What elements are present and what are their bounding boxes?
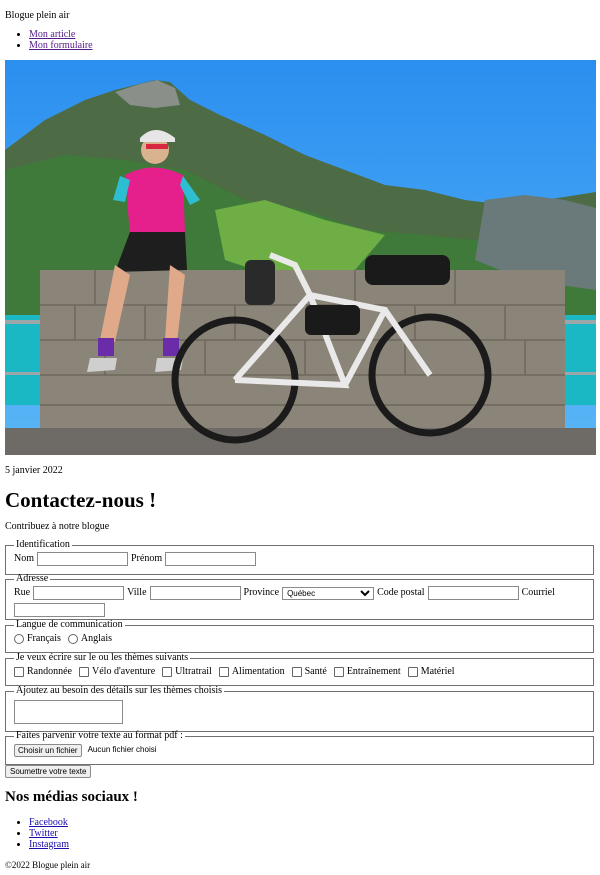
footer-copyright: ©2022 Blogue plein air — [5, 860, 91, 870]
site-title: Blogue plein air — [5, 10, 70, 21]
checkbox-label-materiel: Matériel — [420, 666, 455, 677]
checkbox-label-entrainement: Entraînement — [346, 666, 401, 677]
instagram-link[interactable]: Instagram — [29, 839, 69, 850]
langue-option-anglais[interactable] — [68, 632, 112, 646]
nav-link-mon-formulaire[interactable]: Mon formulaire — [29, 40, 93, 51]
nav-item-article — [29, 29, 93, 40]
courriel-label: Courriel — [521, 587, 555, 598]
legend-themes: Je veux écrire sur le ou les thèmes suivants — [16, 652, 189, 663]
social-item-instagram — [29, 839, 69, 850]
legend-langue: Langue de communication — [16, 619, 123, 630]
checkbox-label-randonnee: Randonnée — [27, 666, 72, 677]
checkbox-label-alimentation: Alimentation — [231, 666, 285, 677]
theme-option-randonnee[interactable] — [14, 665, 72, 679]
prenom-label: Prénom — [131, 553, 163, 564]
theme-option-entrainement[interactable] — [334, 665, 401, 679]
code-postal-field[interactable] — [428, 586, 519, 600]
details-textarea[interactable] — [14, 700, 123, 724]
choose-file-button[interactable]: Choisir un fichier — [14, 744, 82, 757]
ville-label: Ville — [127, 587, 147, 598]
fieldset-adresse — [5, 574, 594, 620]
checkbox-label-ultratrail: Ultratrail — [175, 666, 212, 677]
social-item-facebook — [29, 817, 69, 828]
courriel-field[interactable] — [14, 603, 105, 617]
province-select[interactable] — [282, 587, 374, 600]
radio-francais[interactable] — [14, 634, 24, 644]
file-status: Aucun fichier choisi — [87, 745, 157, 754]
twitter-link[interactable]: Twitter — [29, 828, 58, 839]
legend-identification: Identification — [16, 539, 70, 550]
checkbox-alimentation[interactable] — [219, 667, 229, 677]
checkbox-label-velo: Vélo d'aventure — [92, 666, 156, 677]
checkbox-entrainement[interactable] — [334, 667, 344, 677]
radio-label-anglais: Anglais — [80, 633, 112, 644]
radio-label-francais: Français — [27, 633, 61, 644]
fieldset-identification — [5, 540, 594, 575]
rue-field[interactable] — [33, 586, 124, 600]
main-nav — [5, 29, 93, 51]
submit-button[interactable]: Soumettre votre texte — [5, 765, 91, 778]
checkbox-label-sante: Santé — [304, 666, 327, 677]
theme-option-ultratrail[interactable] — [162, 665, 212, 679]
social-links — [5, 817, 69, 850]
checkbox-velo[interactable] — [79, 667, 89, 677]
theme-option-alimentation[interactable] — [219, 665, 285, 679]
prenom-field[interactable] — [165, 552, 256, 566]
contact-intro: Contribuez à notre blogue — [5, 521, 110, 532]
code-postal-label: Code postal — [377, 587, 425, 598]
article-date: 5 janvier 2022 — [5, 465, 63, 476]
checkbox-randonnee[interactable] — [14, 667, 24, 677]
facebook-link[interactable]: Facebook — [29, 817, 68, 828]
theme-option-materiel[interactable] — [408, 665, 455, 679]
radio-anglais[interactable] — [68, 634, 78, 644]
langue-option-francais[interactable] — [14, 632, 61, 646]
ville-field[interactable] — [150, 586, 241, 600]
fieldset-themes — [5, 653, 594, 686]
legend-adresse: Adresse — [16, 573, 49, 584]
theme-option-sante[interactable] — [292, 665, 327, 679]
legend-fichier: Faites parvenir votre texte au format pdf : — [16, 730, 183, 741]
fieldset-fichier — [5, 731, 594, 765]
nom-field[interactable] — [37, 552, 128, 566]
nav-link-mon-article[interactable]: Mon article — [29, 29, 76, 40]
checkbox-materiel[interactable] — [408, 667, 418, 677]
nav-item-formulaire — [29, 40, 93, 51]
social-item-twitter — [29, 828, 69, 839]
theme-option-velo[interactable] — [79, 665, 155, 679]
hero-photo-illustration — [5, 60, 596, 455]
rue-label: Rue — [14, 587, 31, 598]
legend-details: Ajoutez au besoin des détails sur les thèmes choisis — [16, 685, 223, 696]
social-heading: Nos médias sociaux ! — [5, 789, 138, 805]
fieldset-details — [5, 686, 594, 732]
province-label: Province — [243, 587, 280, 598]
checkbox-ultratrail[interactable] — [162, 667, 172, 677]
hero-photo-cyclist — [5, 60, 596, 455]
nom-label: Nom — [14, 553, 34, 564]
checkbox-sante[interactable] — [292, 667, 302, 677]
contact-heading: Contactez-nous ! — [5, 488, 157, 512]
fieldset-langue — [5, 620, 594, 653]
